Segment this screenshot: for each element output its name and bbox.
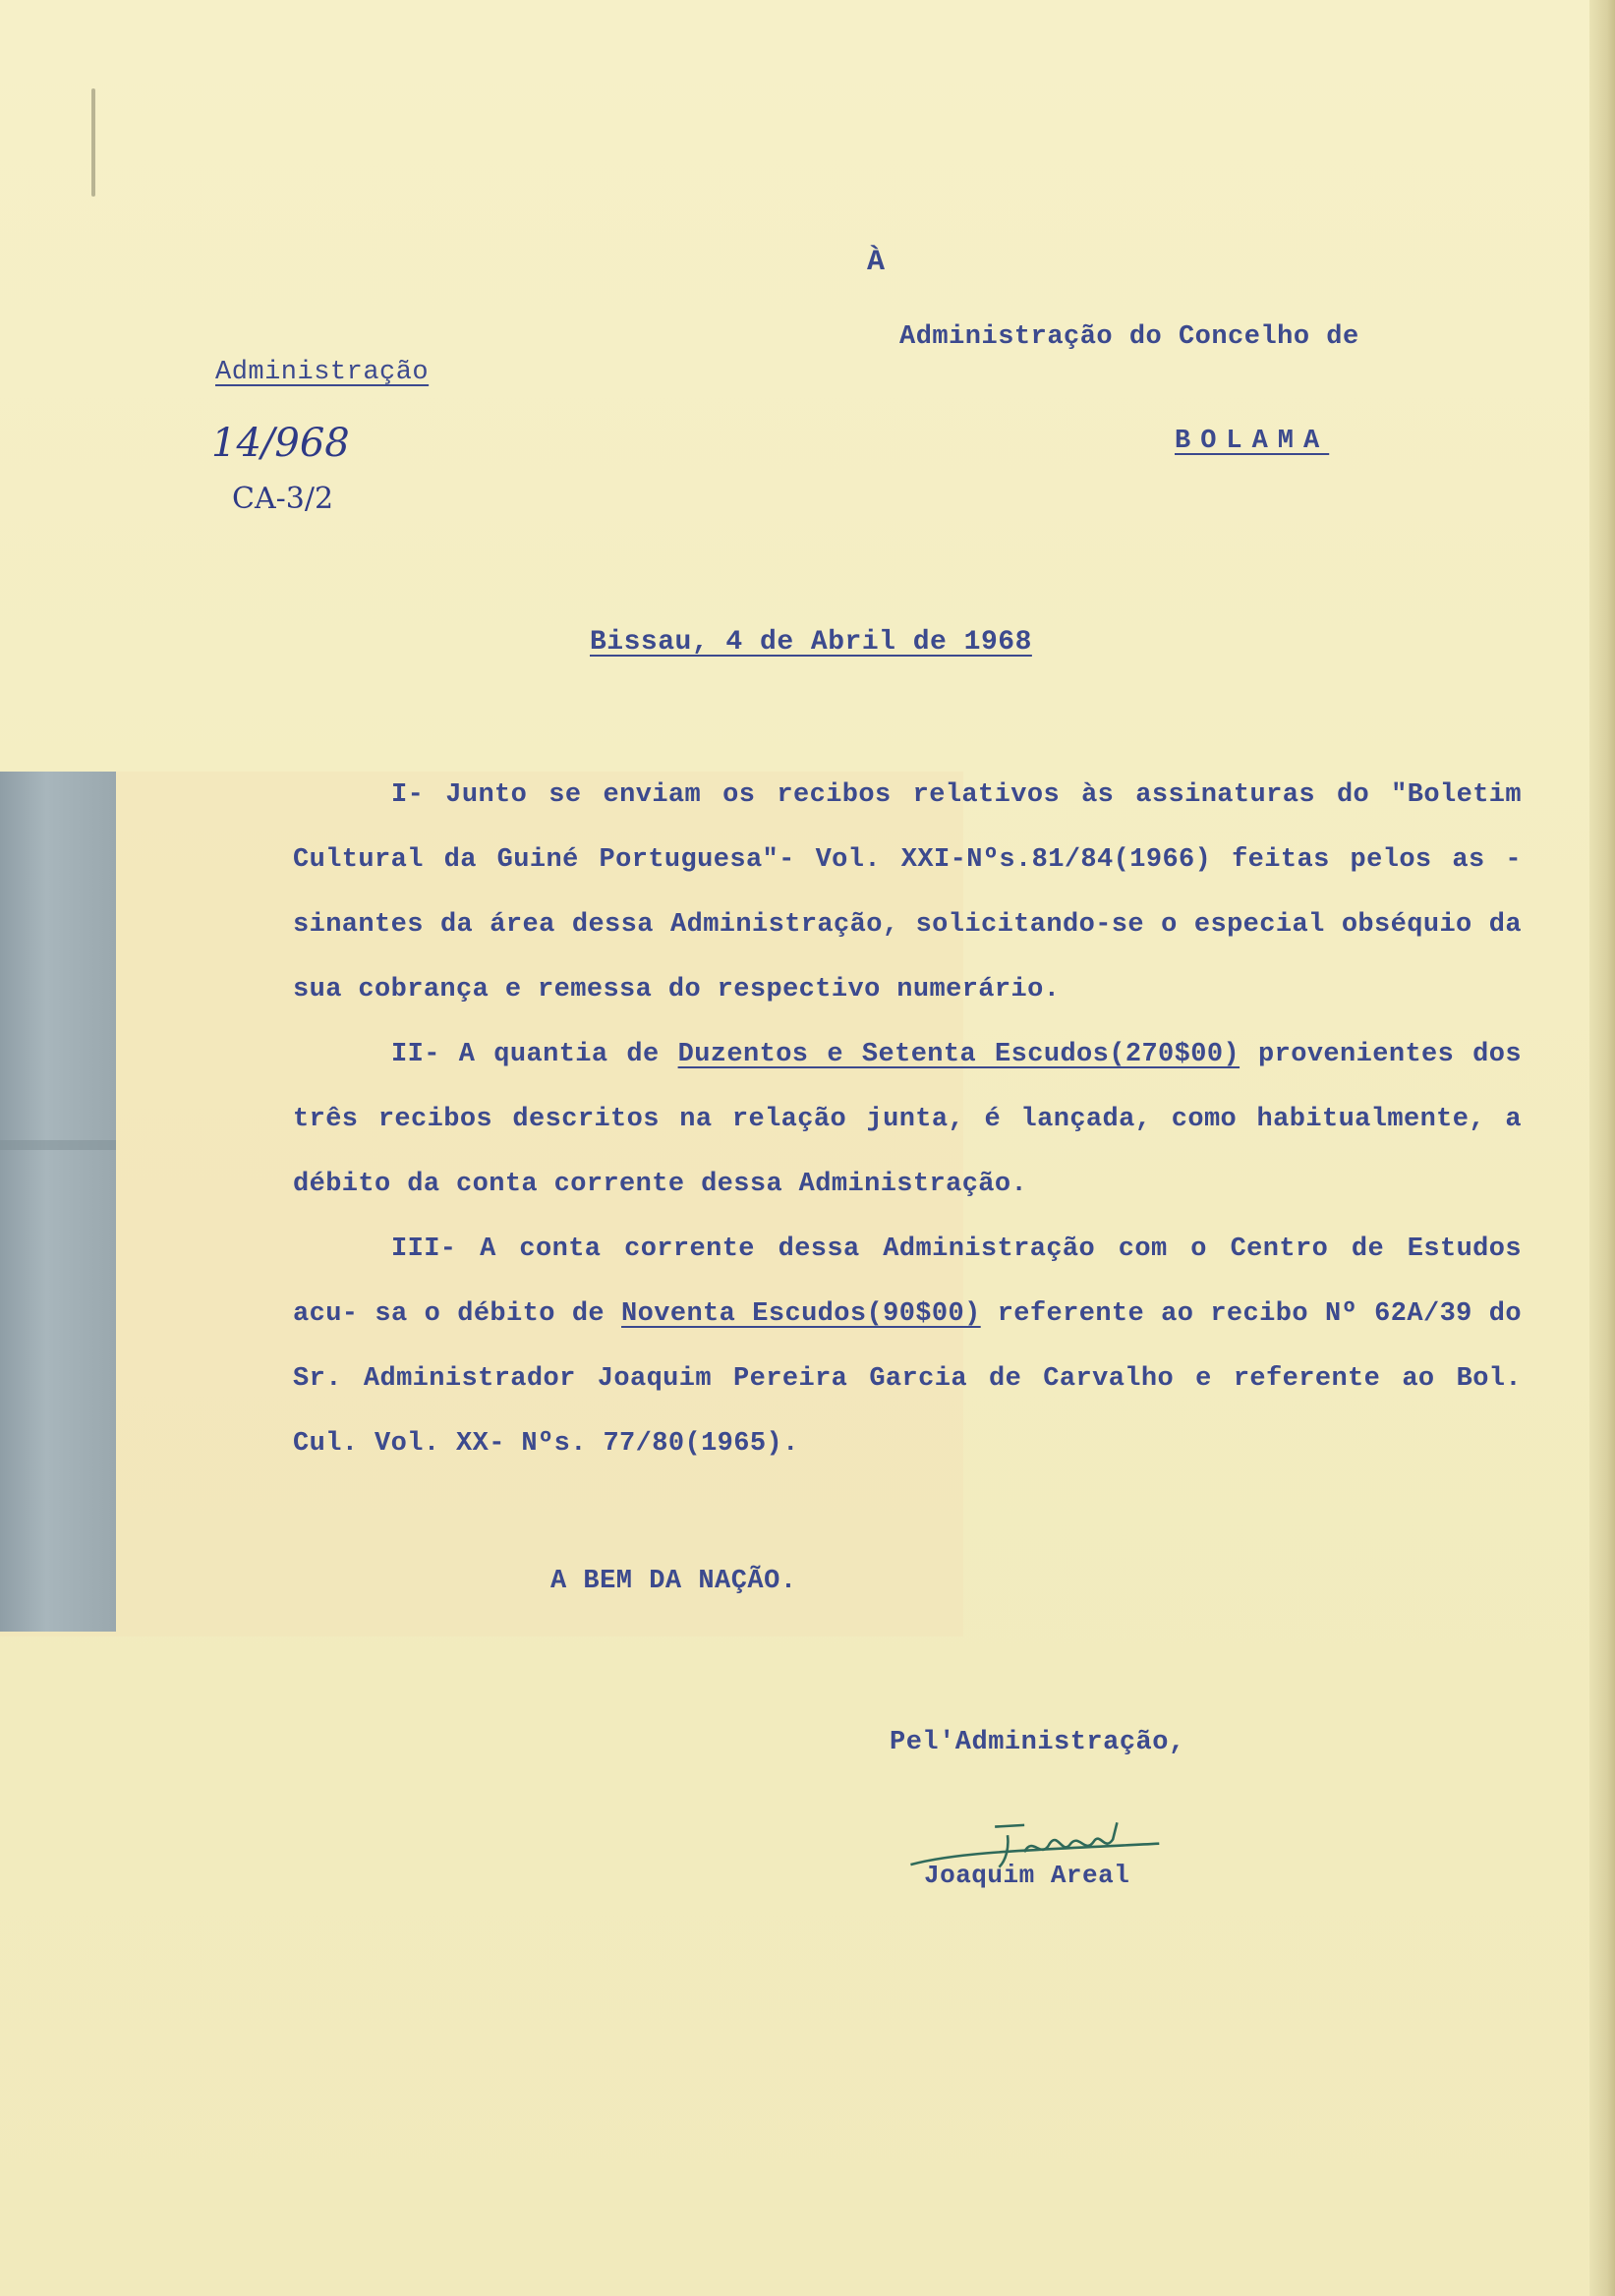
paragraph-1-text: Junto se enviam os recibos relativos às assinaturas do "Boletim Cultural da Guiné Portuguesa"- Vol. XXI-Nºs.81/84(1966) feitas pelos as - sinantes da área dessa Administração, solicitando-se o especial obséquio da sua cobrança e remessa do respectivo numerário. — [293, 780, 1522, 1004]
signoff: Pel'Administração, — [890, 1728, 1185, 1757]
paragraph-3-amount: Noventa Escudos(90$00) — [621, 1299, 981, 1329]
date-line: Bissau, 4 de Abril de 1968 — [590, 627, 1032, 658]
signatory-name: Joaquim Areal — [924, 1861, 1130, 1890]
paragraph-2-number: II- — [391, 1040, 440, 1069]
paragraph-3-text-a: A conta corrente dessa Administração com o Centro de Estudos acu- sa o débito de — [293, 1234, 1522, 1329]
closing-salutation: A BEM DA NAÇÃO. — [550, 1567, 797, 1596]
paragraph-2 — [293, 1022, 1522, 1217]
sender-department: Administração — [215, 358, 430, 387]
paragraph-3-text-b: referente ao recibo Nº 62A/39 do Sr. Administrador Joaquim Pereira Garcia de Carvalho e referente ao Bol. Cul. Vol. XX- Nºs. 77/80(1965). — [293, 1299, 1522, 1459]
paragraph-3-number: III- — [391, 1234, 457, 1264]
folder-tab-crease — [0, 1140, 116, 1150]
paragraph-1-number: I- — [391, 780, 425, 810]
paragraph-2-amount: Duzentos e Setenta Escudos(270$00) — [677, 1040, 1240, 1069]
paragraph-3 — [293, 1217, 1522, 1476]
paragraph-2-text-b: provenientes dos três recibos descritos na relação junta, é lançada, como habitualmente, a débito da conta corrente dessa Administração. — [293, 1040, 1522, 1199]
addressee-line: Administração do Concelho de — [899, 322, 1359, 352]
file-code: CA-3/2 — [232, 482, 334, 516]
paper-edge-shadow — [1589, 0, 1615, 2296]
paragraph-2-text-a: A quantia de — [458, 1040, 660, 1069]
reference-number: 14/968 — [211, 421, 350, 466]
blue-folder-tab — [0, 772, 116, 1632]
staple-mark — [91, 88, 95, 197]
paragraph-1 — [293, 763, 1522, 1022]
addressee-place: BOLAMA — [1175, 427, 1330, 456]
addressee-prefix: À — [867, 246, 886, 279]
